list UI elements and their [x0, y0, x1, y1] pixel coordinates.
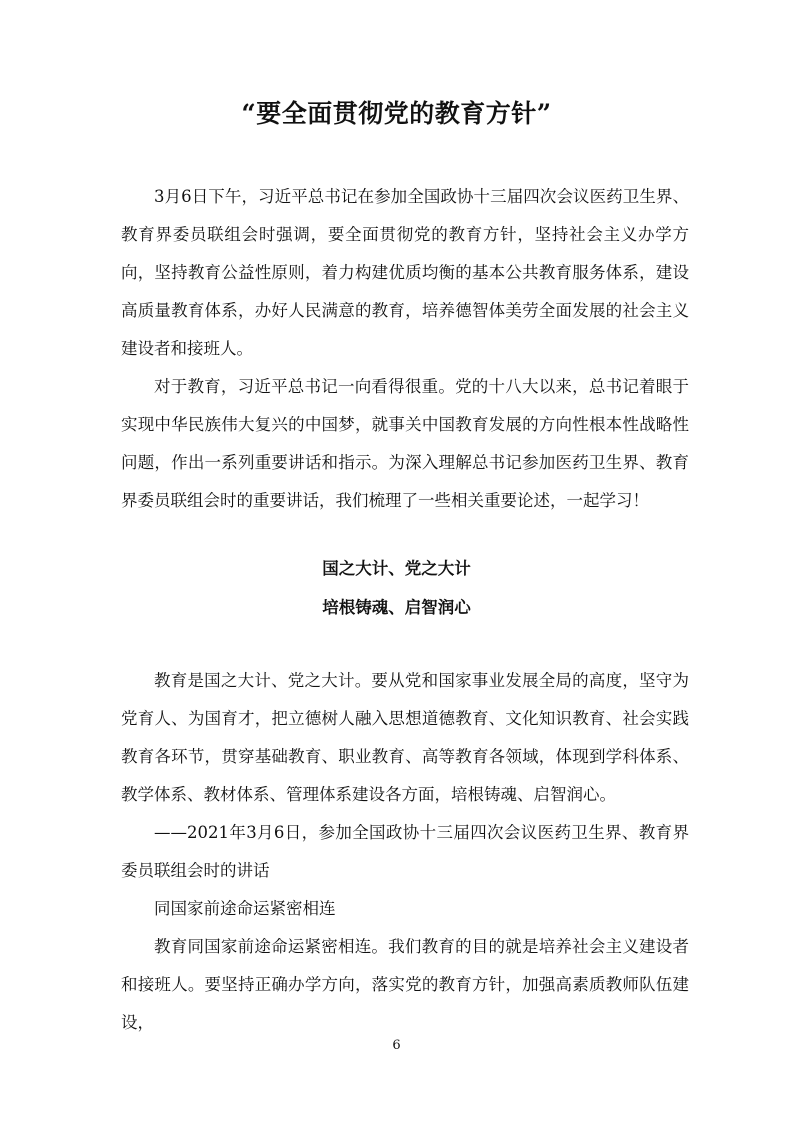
intro-paragraph-2: 对于教育，习近平总书记一向看得很重。党的十八大以来，总书记着眼于实现中华民族伟大复兴的中国梦，就事关中国教育发展的方向性根本性战略性问题，作出一系列重要讲话和指示。为深入理解总书记参加医药卫生界、教育界委员联组会时的重要讲话，我们梳理了一些相关重要论述，一起学习！: [121, 377, 689, 510]
section-paragraph-2: 教育同国家前途命运紧密相连。我们教育的目的就是培养社会主义建设者和接班人。要坚持正确办学方向，落实党的教育方针，加强高素质教师队伍建设，: [121, 937, 689, 1032]
section-heading-line-1: 国之大计、党之大计: [322, 559, 471, 578]
section-paragraph-1: 教育是国之大计、党之大计。要从党和国家事业发展全局的高度，坚守为党育人、为国育才，把立德树人融入思想道德教育、文化知识教育、社会实践教育各环节，贯穿基础教育、职业教育、高等教育各领域，体现到学科体系、教学体系、教材体系、管理体系建设各方面，培根铸魂、启智润心。: [121, 671, 689, 804]
section-source: ——2021年3月6日，参加全国政协十三届四次会议医药卫生界、教育界委员联组会时的讲话: [121, 823, 689, 880]
section-heading-line-2: 培根铸魂、启智润心: [322, 598, 471, 617]
intro-paragraph-1: 3月6日下午，习近平总书记在参加全国政协十三届四次会议医药卫生界、教育界委员联组会时强调，要全面贯彻党的教育方针，坚持社会主义办学方向，坚持教育公益性原则，着力构建优质均衡的基本公共教育服务体系，建设高质量教育体系，办好人民满意的教育，培养德智体美劳全面发展的社会主义建设者和接班人。: [121, 187, 689, 358]
intro-section-2: [121, 368, 689, 520]
intro-section: [121, 178, 689, 368]
page-number: 6: [392, 1038, 401, 1053]
page-title: “要全面贯彻党的教育方针”: [241, 99, 552, 128]
section-body: [121, 662, 689, 1042]
subtopic-heading: 同国家前途命运紧密相连: [154, 899, 336, 918]
